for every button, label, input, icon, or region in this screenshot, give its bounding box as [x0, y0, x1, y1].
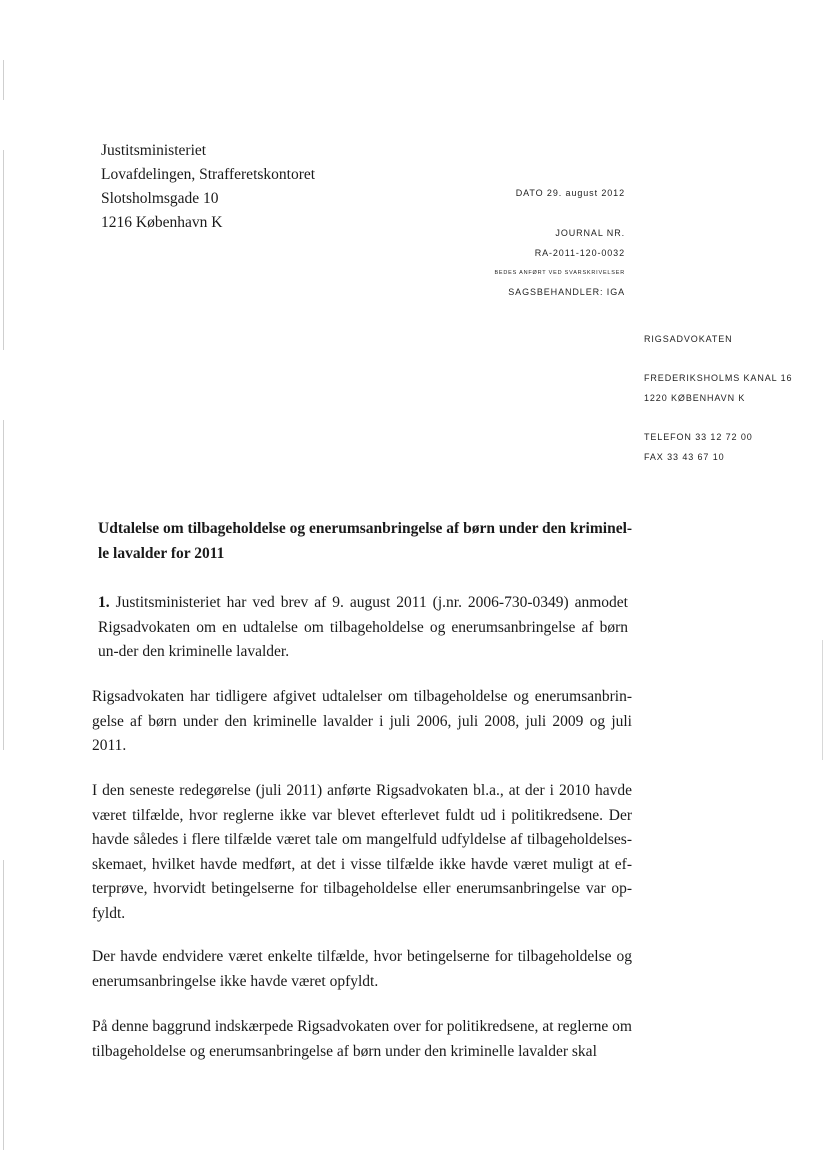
body-paragraph: Rigsadvokaten har tidligere afgivet udtalelser om tilbageholdelse og enerumsanbrin-gelse af børn under den kriminelle lavalder i juli 2006, juli 2008, juli 2009 og juli 2011.: [92, 688, 632, 754]
body-paragraph: [98, 591, 628, 665]
letter-date: DATO 29. august 2012: [515, 188, 625, 198]
body-paragraph: Der havde endvidere været enkelte tilfælde, hvor betingelserne for tilbageholdelse og enerumsanbringelse ikke havde været opfyldt.: [92, 948, 632, 990]
section-number: 1.: [98, 594, 110, 611]
sender-street: FREDERIKSHOLMS KANAL 16: [644, 373, 793, 383]
journal-label: JOURNAL NR.: [555, 228, 625, 238]
journal-number: RA-2011-120-0032: [534, 248, 625, 258]
scan-edge-mark: [3, 60, 4, 100]
recipient-line: Justitsministeriet: [101, 142, 207, 159]
reference-note: BEDES ANFØRT VED SVARSKRIVELSER: [494, 270, 625, 276]
recipient-line: Slotsholmsgade 10: [101, 190, 219, 207]
body-paragraph: I den seneste redegørelse (juli 2011) anførte Rigsadvokaten bl.a., at der i 2010 havde været tilfælde, hvor reglerne ikke var blevet efterlevet fuldt ud i politikredsene. Der havde således i flere tilfælde været tale om mangelfuld udfyldelse af tilbageholdelses-skemaet, hvilket havde medført, at det i visse tilfælde ikke havde været muligt at ef-terprøve, hvorvidt betingelserne for tilbageholdelse eller enerumsanbringelse var op-fyldt.: [92, 782, 632, 922]
sender-name: RIGSADVOKATEN: [644, 334, 733, 344]
scan-edge-mark: [3, 420, 4, 750]
document-heading: Udtalelse om tilbageholdelse og enerumsanbringelse af børn under den kriminel-le lavalder for 2011: [98, 520, 633, 562]
paragraph-text: Justitsministeriet har ved brev af 9. august 2011 (j.nr. 2006-730-0349) anmodet Rigsadvokaten om en udtalelse om tilbageholdelse og enerumsanbringelse af børn un-der den kriminelle lavalder.: [98, 594, 628, 660]
scan-edge-mark: [822, 640, 823, 760]
scan-edge-mark: [3, 860, 4, 1150]
recipient-line: 1216 København K: [101, 214, 223, 231]
scan-edge-mark: [3, 150, 4, 350]
recipient-address: [101, 139, 315, 235]
sender-fax: FAX 33 43 67 10: [644, 452, 725, 462]
sender-city: 1220 KØBENHAVN K: [644, 393, 746, 403]
recipient-line: Lovafdelingen, Strafferetskontoret: [101, 166, 316, 183]
body-paragraph: På denne baggrund indskærpede Rigsadvokaten over for politikredsene, at reglerne om tilbageholdelse og enerumsanbringelse af børn under den kriminelle lavalder skal: [92, 1018, 632, 1060]
case-officer: SAGSBEHANDLER: IGA: [508, 287, 625, 297]
sender-phone: TELEFON 33 12 72 00: [644, 432, 753, 442]
